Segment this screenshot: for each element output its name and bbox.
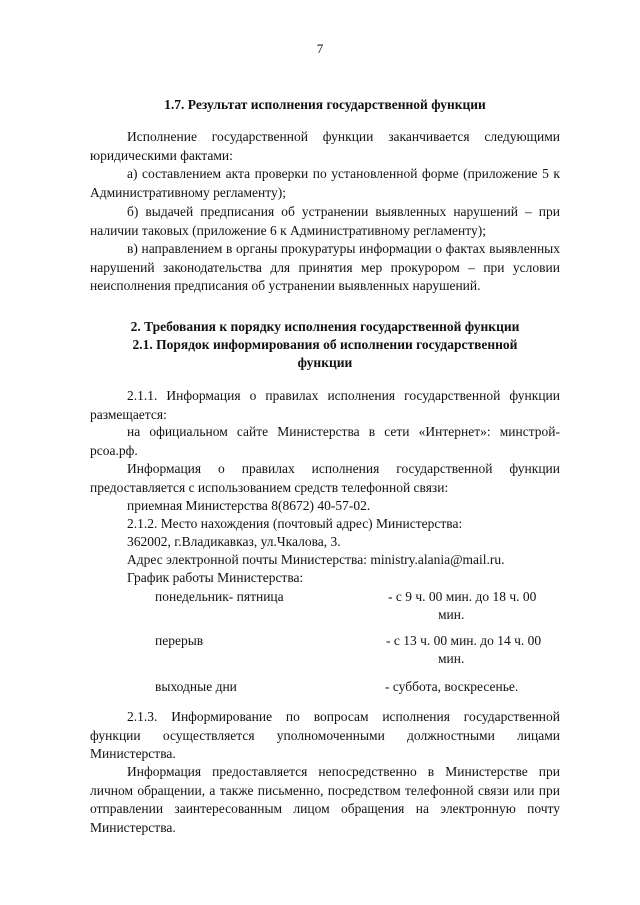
schedule-day-break: перерыв (155, 633, 204, 648)
email-address: Адрес электронной почты Министерства: ministry.alania@mail.ru. (127, 552, 505, 567)
section-1-7-item-a: а) составлением акта проверки по установленной форме (приложение 5 к Административному регламенту); (90, 166, 560, 200)
schedule-time-weekdays: - с 9 ч. 00 мин. до 18 ч. 00 (388, 589, 537, 604)
schedule-time-break-cont: мин. (438, 651, 465, 666)
schedule-day-weekend: выходные дни (155, 679, 237, 694)
schedule-time-weekend: - суббота, воскресенье. (385, 679, 519, 694)
schedule-time-weekdays-cont: мин. (438, 607, 465, 622)
section-2-1-heading-continued: функции (297, 355, 353, 370)
section-2-1-1-paragraph: 2.1.1. Информация о правилах исполнения государственной функции размещается: (90, 388, 560, 422)
page-number: 7 (316, 41, 324, 56)
section-1-7-item-b: б) выдачей предписания об устранении выявленных нарушений – при наличии таковых (приложение 6 к Административному регламенту); (90, 204, 560, 238)
section-1-7-item-c: в) направлением в органы прокуратуры информации о фактах выявленных нарушений законодательства для принятия мер прокурором – при условии неисполнения предписания об устранении выявленных нарушений. (90, 241, 560, 293)
postal-address: 362002, г.Владикавказ, ул.Чкалова, 3. (127, 534, 341, 549)
section-2-heading: 2. Требования к порядку исполнения государственной функции (130, 319, 520, 334)
section-1-7-paragraph-1: Исполнение государственной функции заканчивается следующими юридическими фактами: (90, 129, 560, 163)
schedule-title: График работы Министерства: (127, 570, 304, 585)
section-2-1-3-paragraph: 2.1.3. Информирование по вопросам исполнения государственной функции осуществляется уполномоченными должностными лицами Министерства. (90, 709, 560, 761)
schedule-time-break: - с 13 ч. 00 мин. до 14 ч. 00 (386, 633, 542, 648)
section-1-7-heading: 1.7. Результат исполнения государственной функции (164, 97, 486, 112)
schedule-day-weekdays: понедельник- пятница (155, 589, 284, 604)
information-provision-paragraph: Информация предоставляется непосредственно в Министерстве при личном обращении, а также письменно, посредством телефонной связи или при отправлении заинтересованным лицом обращения на электронную почту Министерства. (90, 764, 560, 835)
phone-info-paragraph: Информация о правилах исполнения государственной функции предоставляется с использованием средств телефонной связи: (90, 461, 560, 495)
reception-phone: приемная Министерства 8(8672) 40-57-02. (127, 498, 371, 513)
section-2-1-2-paragraph: 2.1.2. Место нахождения (почтовый адрес) Министерства: (127, 516, 463, 531)
section-2-1-heading: 2.1. Порядок информирования об исполнении государственной (132, 337, 518, 352)
website-paragraph: на официальном сайте Министерства в сети «Интернет»: минстрой-рсоа.рф. (90, 424, 560, 458)
